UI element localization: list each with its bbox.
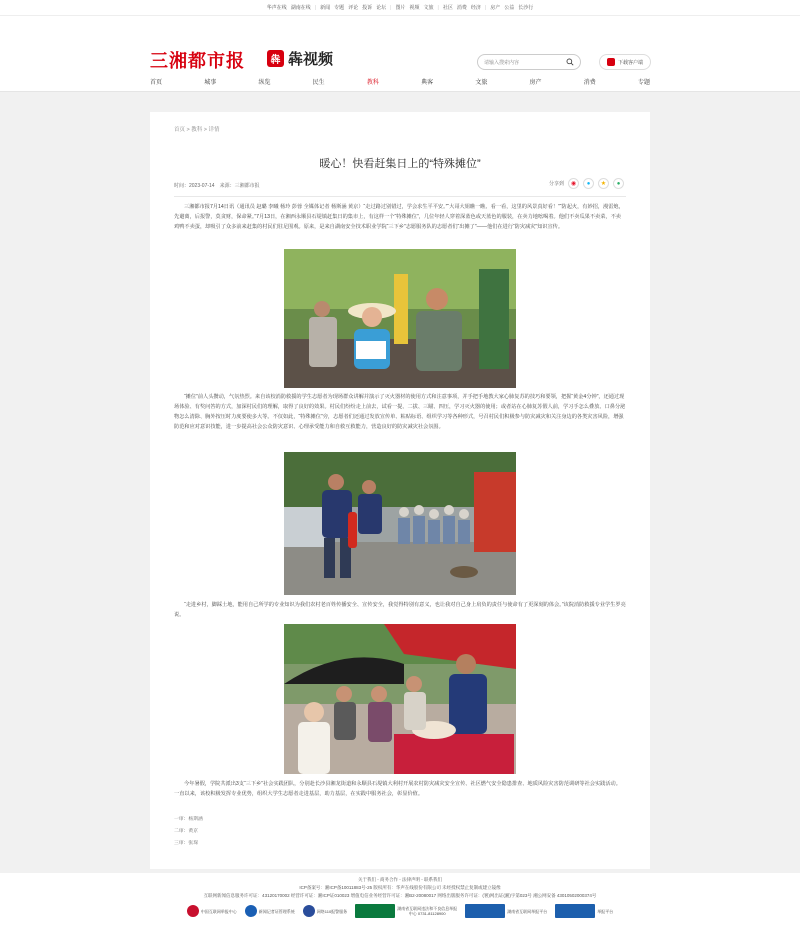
nav-item[interactable]: 专题 — [637, 80, 650, 86]
topbar-link[interactable]: 图片 — [395, 5, 406, 11]
hunan-platform-icon — [465, 904, 505, 918]
topbar-link[interactable]: 华声在线 — [266, 5, 287, 11]
wechat-icon[interactable]: ● — [613, 178, 624, 189]
app-icon — [607, 58, 615, 66]
article-photo-1 — [284, 249, 516, 388]
share-label: 分享到 — [548, 181, 564, 187]
footer-badge[interactable] — [303, 903, 347, 919]
main-nav — [0, 72, 800, 92]
nav-item[interactable]: 城事 — [204, 80, 217, 86]
topbar-separator: | — [437, 4, 439, 11]
article-photo-3 — [284, 624, 516, 774]
second-review-credit: 二审：黄京 — [174, 829, 198, 834]
report-center-icon — [187, 905, 199, 917]
topbar-link[interactable]: 投诉 — [362, 5, 373, 11]
top-links-bar — [0, 0, 800, 16]
footer-badge[interactable] — [187, 903, 237, 919]
topbar-separator: | — [484, 4, 487, 11]
topbar-link[interactable]: 专题 — [334, 5, 345, 11]
footer-badge-label: 中国互联网举报中心 — [200, 908, 237, 914]
topbar-link[interactable]: 评论 — [348, 5, 359, 11]
topbar-link[interactable]: 公益 — [504, 5, 515, 11]
footer-icp: ICP备案号：湘ICP备10011883号-25 版权所有：华声在线股份有限公司 未经授权禁止复制或建立镜像 — [299, 885, 501, 890]
sanxiang-logo[interactable]: 三湘都市报 — [150, 51, 245, 72]
weibo-icon[interactable]: ◉ — [568, 178, 579, 189]
topbar-separator: | — [314, 4, 317, 11]
article-photo-2 — [284, 452, 516, 595]
title-divider — [174, 196, 626, 197]
nav-item[interactable]: 民生 — [312, 80, 325, 86]
topbar-link[interactable]: 视频 — [409, 5, 420, 11]
article-paragraph: 今年暑假，学院共派出3支“三下乡”社会实践团队，分别赴长沙县湘龙街道和永顺县石堤镇大利村开展农村防灾减灾安全宣传、社区燃气安全隐患排查、地质风险灾害防范调研等社会实践活动。一直以来，该校积极发挥专业优势，组织大学生志愿者走进基层，助力基层，在实践中服务社会，彰显价值。 — [174, 781, 621, 797]
editor-credits — [174, 814, 203, 850]
nav-item[interactable]: 教科 — [366, 80, 379, 86]
qq-icon[interactable]: ● — [583, 178, 594, 189]
topbar-link[interactable]: 长沙行 — [518, 5, 534, 11]
first-review-credit: 一审：杨斯涵 — [174, 817, 203, 822]
download-app-button[interactable] — [599, 54, 651, 70]
press-card-icon — [245, 905, 257, 917]
article-paragraph: 三湘都市报7月14日讯（通讯员 赵璐 李曦 杨玲 彭蓉 全媒体记者 杨斯涵 黄京）“走过路过别错过，学会求生平平安。”“大哥大姐瞧一瞧、看一看，这里的风景真好看！”“防起火，有妙招，漫雷炮，先避离，后报警，莫贪财，保命紧。”7月13日，在湘西永顺县石堤镇赶集日的集市上，有这样一个“特殊摊位”，几位年轻人穿着深蓝色或天蓝色的服装，在卖力地吆喝着。他们不卖瓜果不卖菜，不卖鸡鸭不卖蛋，却吸引了众多前来赶集的村民们驻足围观。原来，是来自湖南安全技术职业学院“三下乡”志愿服务队的志愿者们“出摊了”——他们在进行“防灾减灾”知识宣传。 — [174, 204, 624, 230]
hunan-report-icon — [355, 904, 395, 918]
share-bar — [549, 178, 624, 189]
nav-item[interactable]: 文旅 — [475, 80, 488, 86]
footer-badge-label: 湖南省互联网举报平台 — [507, 908, 548, 914]
topbar-link[interactable]: 社区 — [442, 5, 453, 11]
qzone-icon[interactable]: ★ — [598, 178, 609, 189]
report-platform-icon — [555, 904, 595, 918]
breadcrumb[interactable]: 首页 > 教科 > 详情 — [174, 127, 220, 133]
nav-item[interactable]: 消费 — [583, 80, 596, 86]
footer-badge-label: 举报平台 — [597, 908, 614, 914]
search-icon[interactable] — [566, 58, 574, 66]
topbar-link[interactable]: 消费 — [456, 5, 467, 11]
site-header — [0, 16, 800, 72]
footer-badge[interactable] — [555, 903, 613, 919]
nav-item[interactable]: 纵览 — [258, 80, 271, 86]
third-review-credit: 三审：张琛 — [174, 841, 198, 846]
topbar-link[interactable]: 湖南在线 — [290, 5, 311, 11]
footer-licenses: 互联网新闻信息服务许可证：43120170002 经营许可证：湘ICP证010023 增值电信业务经营许可证：湘B2-20080017 网络出版服务许可证：(署)网出证(湘)字第023号 湘公网安备 43010502000374号 — [203, 893, 597, 898]
article-title: 暖心！快看赶集日上的“特殊摊位” — [319, 158, 481, 170]
topbar-separator: | — [390, 4, 392, 11]
search-placeholder: 请输入搜索内容 — [484, 59, 520, 66]
benshipin-logo[interactable] — [267, 48, 333, 69]
footer-badge[interactable] — [465, 903, 547, 919]
footer-badge[interactable] — [355, 903, 457, 919]
footer-badges — [0, 903, 800, 919]
police-icon — [303, 905, 315, 917]
nav-item[interactable]: 房产 — [529, 80, 542, 86]
search-input[interactable] — [477, 54, 581, 70]
nav-item[interactable]: 典客 — [421, 80, 434, 86]
article-paragraph: “走进乡村，脚踩土地，能用自己所学的专业知识为我们农村老百姓传播安全、宣传安全，我觉得特别有意义，也让我对自己身上肩负的责任与使命有了更深刻的体会。”该院消防救援专业学生罗亮说。 — [174, 602, 626, 618]
footer-badge-label: 湖南省互联网违法和不良信息举报中心 0731-81128900 — [397, 906, 458, 916]
topbar-link[interactable]: 房产 — [490, 5, 501, 11]
topbar-link[interactable]: 经济 — [470, 5, 481, 11]
benshipin-logo-mark: 犇 — [267, 50, 284, 67]
footer-links[interactable]: 关于我们 - 商务合作 - 法律声明 - 联系我们 — [358, 877, 442, 882]
footer-badge-label: 新闻记者证管理系统 — [258, 908, 295, 914]
nav-item[interactable]: 首页 — [150, 80, 163, 86]
footer-badge-label: 网络110报警服务 — [316, 908, 348, 914]
article-meta: 时间：2023-07-14 来源：三湘都市报 — [174, 183, 260, 189]
download-app-label: 下载客户端 — [617, 59, 643, 66]
footer-badge[interactable] — [245, 903, 295, 919]
topbar-link[interactable]: 文旅 — [423, 5, 434, 11]
benshipin-logo-text: 犇视频 — [288, 51, 334, 68]
site-footer — [0, 873, 800, 928]
topbar-link[interactable]: 论坛 — [376, 5, 387, 11]
article-container — [150, 112, 650, 869]
topbar-link[interactable]: 新闻 — [320, 5, 331, 11]
article-paragraph: “摊位”前人头攒动，气氛热烈。来自该校消防救援的学生志愿者为现场群众讲解并演示了灭火器材的使用方式和注意事项，并手把手地教大家心肺复苏的技巧和要领，把握“黄金4分钟”，还通过现场体验、有奖问答的方式，加深村民们的理解，取得了良好的效果。村民们纷纷走上前去，试看一提、二拔、三瞄、四压，学习灭火器的使用；或者站在心肺复苏假人前，学习手怎么叠放、口鼻分泌物怎么清除、胸外按压时力度要使多大等。不仅如此，“特殊摊位”旁，志愿者们还通过发放宣传单、粘贴标语、组织学习等各种形式，号召村民们积极参与防灾减灾和关注身边的各类灾害风险，增强防范和应对意识技能，进一步提高社会公众防灾意识、心理承受能力和自救互救能力，营造良好的防灾减灾社会氛围。 — [174, 394, 626, 430]
